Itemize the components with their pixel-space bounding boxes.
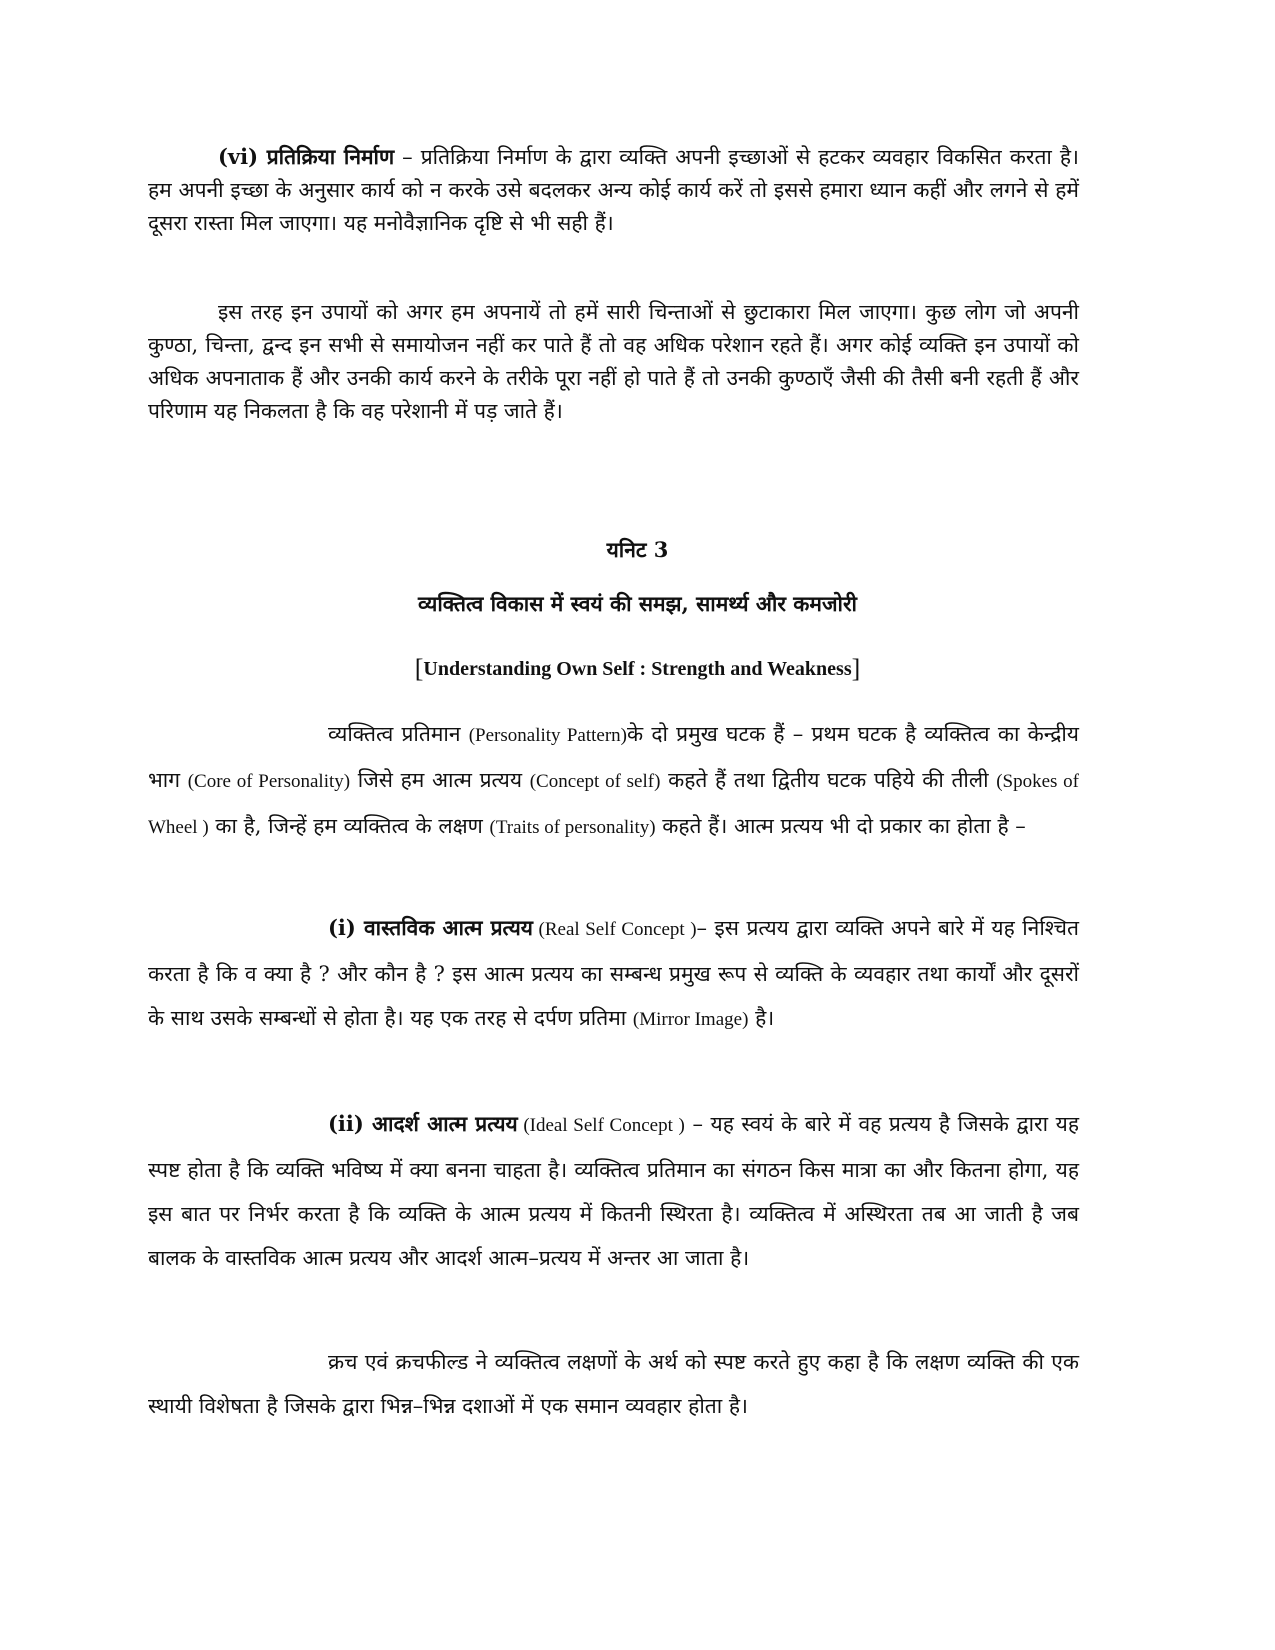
paragraph-text: इस तरह इन उपायों को अगर हम अपनायें तो हमें सारी चिन्ताओं से छुटाकारा मिल जाएगा। कुछ लोग जो अपनी कुण्ठा, चिन्ता, द्वन्द इन सभी से समायोजन नहीं कर पाते हैं तो वह अधिक परेशान रहते हैं। अगर कोई व्यक्ति इन उपायों को अधिक अपनाताक हैं और उनकी कार्य करने के तरीके पूरा नहीं हो पाते हैं तो उनकी कुण्ठाएँ जैसी की तैसी बनी रहती हैं और परिणाम यह निकलता है कि वह परेशानी में पड़ जाते हैं। — [148, 300, 1079, 423]
paragraph-text: – प्रतिक्रिया निर्माण के द्वारा व्यक्ति अपनी इच्छाओं से हटकर व्यवहार विकसित करता है। हम अपनी इच्छा के अनुसार कार्य को न करके उसे बदलकर अन्य कोई कार्य करें तो इससे हमारा ध्यान कहीं और लगने से हमें दूसरा रास्ता मिल जाएगा। यह मनोवैज्ञानिक दृष्टि से भी सही हैं। — [148, 145, 1079, 235]
chapter-subtitle-text: Understanding Own Self : Strength and Weakness — [423, 658, 852, 680]
english-term: (Personality Pattern) — [468, 725, 627, 746]
paragraph-reaction-formation — [148, 140, 1079, 240]
unit-title: यनिट 3 — [606, 537, 669, 562]
text-segment: के दो प्रमुख घटक हैं – प्रथम घटक है व्यक्तित्व का केन्द्रीय भाग — [148, 722, 1079, 792]
paragraph-summary — [148, 296, 1079, 428]
english-term: (Traits of personality) — [489, 817, 656, 838]
english-term: (Mirror Image) — [632, 1009, 749, 1030]
english-term: (Ideal Self Concept ) — [517, 1115, 685, 1136]
english-term: (Core of Personality) — [187, 771, 351, 792]
english-term: (Real Self Concept ) — [532, 919, 697, 940]
text-segment: – इस प्रत्यय द्वारा व्यक्ति अपने बारे में यह निश्चित करता है कि व क्या है ? और कौन है ? इस आत्म प्रत्यय का सम्बन्ध प्रमुख रूप से व्यक्ति के व्यवहार तथा कार्यों और दूसरों के साथ उसके सम्बन्धों से होता है। यह एक तरह से दर्पण प्रतिमा — [148, 916, 1079, 1030]
chapter-title: व्यक्तित्व विकास में स्वयं की समझ, सामर्थ्य और कमजोरी — [417, 591, 857, 616]
chapter-subtitle — [0, 654, 1275, 684]
paragraph-real-self-concept — [148, 906, 1079, 1042]
paragraph-label: (ii) आदर्श आत्म प्रत्यय — [328, 1111, 518, 1136]
text-segment: है। — [748, 1006, 775, 1030]
paragraph-ideal-self-concept — [148, 1102, 1079, 1280]
text-segment: व्यक्तित्व प्रतिमान — [328, 722, 469, 746]
english-term: (Spokes of Wheel ) — [148, 771, 1080, 838]
paragraph-label: (i) वास्तविक आत्म प्रत्यय — [328, 915, 533, 940]
bracket-open: [ — [414, 654, 424, 683]
paragraph-traits-definition — [148, 1340, 1079, 1428]
text-segment: का है, जिन्हें हम व्यक्तित्व के लक्षण — [208, 814, 490, 838]
paragraph-personality-pattern — [148, 712, 1079, 850]
text-segment: कहते हैं। आत्म प्रत्यय भी दो प्रकार का होता है – — [655, 814, 1026, 838]
text-segment: कहते हैं तथा द्वितीय घटक पहिये की तीली — [660, 768, 997, 792]
paragraph-text: क्रच एवं क्रचफील्ड ने व्यक्तित्व लक्षणों के अर्थ को स्पष्ट करते हुए कहा है कि लक्षण व्यक्ति की एक स्थायी विशेषता है जिसके द्वारा भिन्न–भिन्न दशाओं में एक समान व्यवहार होता है। — [148, 1350, 1079, 1418]
text-segment: – यह स्वयं के बारे में वह प्रत्यय है जिसके द्वारा यह स्पष्ट होता है कि व्यक्ति भविष्य में क्या बनना चाहता है। व्यक्तित्व प्रतिमान का संगठन किस मात्रा का और कितना होगा, यह इस बात पर निर्भर करता है कि व्यक्ति के आत्म प्रत्यय में कितनी स्थिरता है। व्यक्तित्व में अस्थिरता तब आ जाती है जब बालक के वास्तविक आत्म प्रत्यय और आदर्श आत्म–प्रत्यय में अन्तर आ जाता है। — [148, 1112, 1080, 1270]
bracket-close: ] — [851, 654, 861, 683]
paragraph-label: (vi) प्रतिक्रिया निर्माण — [218, 144, 395, 169]
english-term: (Concept of self) — [529, 771, 661, 792]
text-segment: जिसे हम आत्म प्रत्यय — [350, 768, 530, 792]
